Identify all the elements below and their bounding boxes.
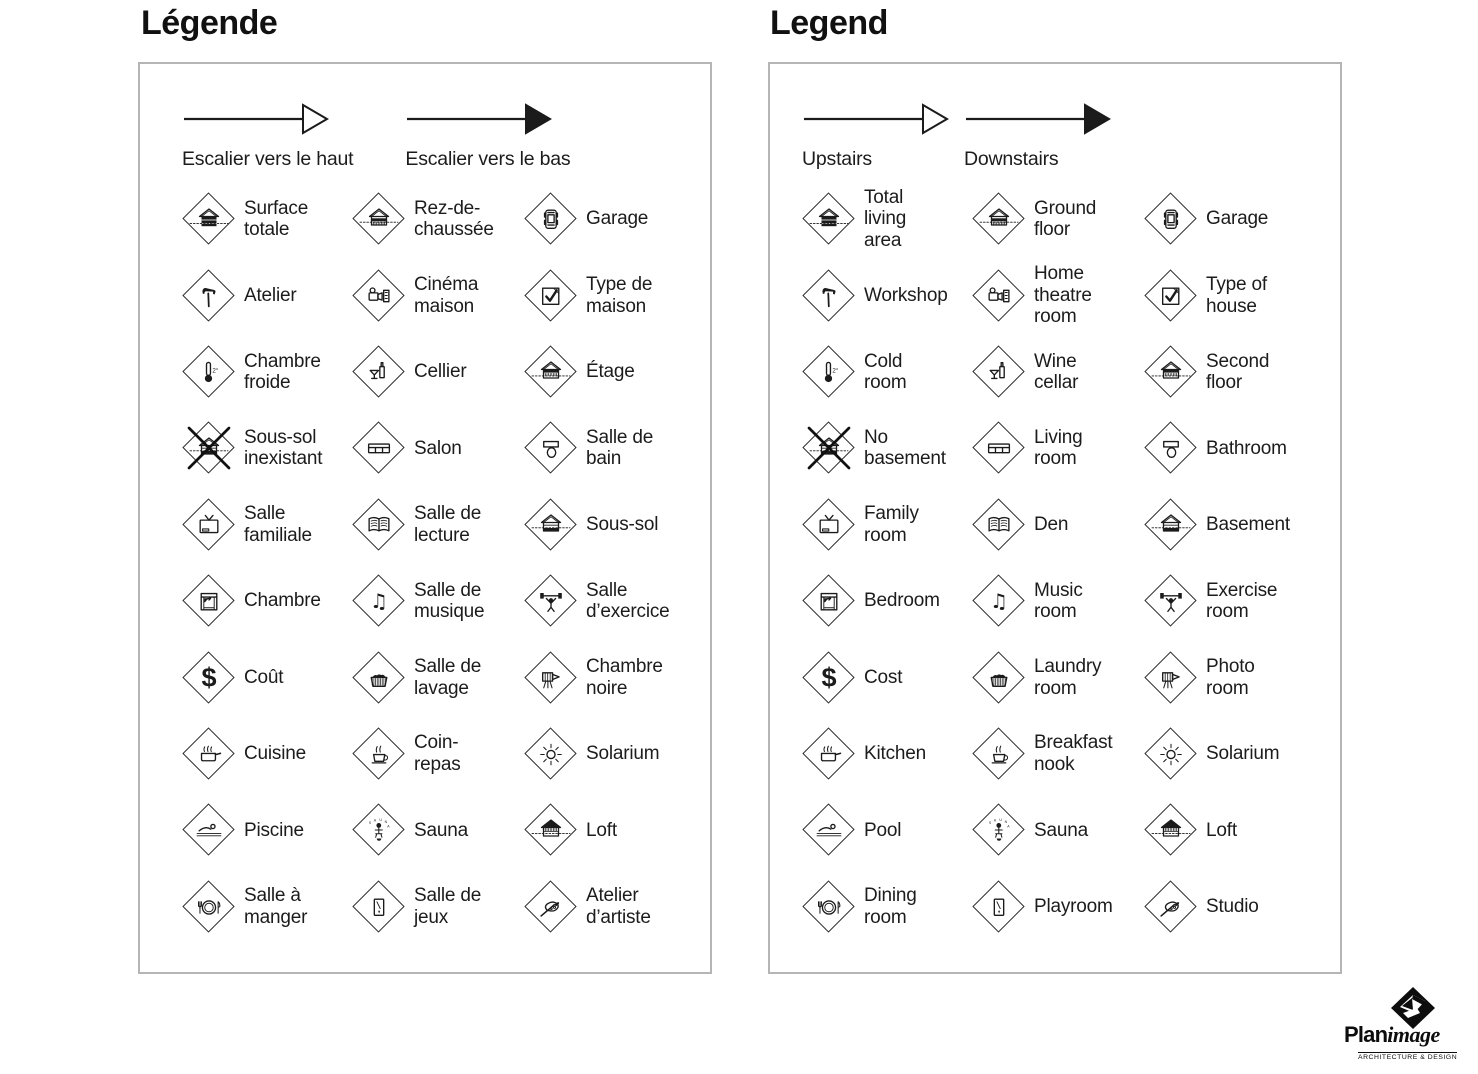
legend-title-french: Légende xyxy=(141,4,278,42)
stairs-down-arrow-icon xyxy=(964,99,1112,144)
cold-room-thermometer-icon xyxy=(816,358,843,385)
music-notes-icon: ♫ xyxy=(370,589,388,614)
legend-icon-wrap xyxy=(182,880,236,934)
legend-item xyxy=(524,803,710,857)
legend-icon-wrap xyxy=(972,651,1026,705)
photo-camera-icon xyxy=(1158,664,1185,691)
legend-icon-wrap xyxy=(1144,345,1198,399)
laundry-basket-icon xyxy=(986,664,1013,691)
legend-item xyxy=(1144,192,1340,246)
living-room-sofa-icon xyxy=(986,435,1013,462)
legend-icon-wrap xyxy=(1144,880,1198,934)
svg-text:A: A xyxy=(1007,824,1010,829)
legend-icon-wrap xyxy=(972,498,1026,552)
legend-icon-wrap xyxy=(352,192,406,246)
logo-brand xyxy=(1344,1024,1470,1046)
studio-palette-icon xyxy=(538,893,565,920)
solarium-sun-icon xyxy=(538,740,565,767)
legend-item-label: Total living area xyxy=(864,186,907,251)
legend-item-label: Salle de lavage xyxy=(414,656,482,699)
legend-item xyxy=(182,269,352,323)
legend-item xyxy=(1144,803,1340,857)
legend-item-label: Salle de lecture xyxy=(414,503,482,546)
legend-icon-wrap xyxy=(182,345,236,399)
legend-icon-wrap xyxy=(352,345,406,399)
photo-camera-icon xyxy=(538,664,565,691)
legend-icon-wrap xyxy=(1144,269,1198,323)
legend-item-label: Atelier d’artiste xyxy=(586,885,651,928)
legend-icon-wrap xyxy=(524,880,578,934)
legend-item-label: Living room xyxy=(1034,426,1083,470)
legend-icon-wrap xyxy=(352,651,406,705)
wine-cellar-icon xyxy=(986,358,1013,385)
legend-item xyxy=(802,727,972,781)
legend-icon-wrap xyxy=(524,498,578,552)
legend-item-label: Salle de musique xyxy=(414,579,485,623)
svg-text:A: A xyxy=(387,824,390,829)
legend-item-label: Salle familiale xyxy=(244,503,312,546)
svg-text:U: U xyxy=(999,818,1002,823)
legend-icon-wrap xyxy=(524,269,578,323)
legend-item-label: Kitchen xyxy=(864,743,926,765)
legend-item-label: Chambre xyxy=(244,590,321,612)
legend-item-label: Salle d’exercice xyxy=(586,579,670,623)
legend-item-label: Pool xyxy=(864,819,902,841)
legend-icon-wrap xyxy=(1144,651,1198,705)
living-room-sofa-icon xyxy=(366,435,393,462)
legend-item-label: Salle de bain xyxy=(586,426,654,470)
legend-icon-wrap xyxy=(1144,803,1198,857)
svg-text:N: N xyxy=(384,820,388,825)
logo-brand-image: image xyxy=(1387,1022,1440,1047)
legend-icon-wrap xyxy=(1144,727,1198,781)
legend-icon-wrap xyxy=(972,269,1026,323)
legend-item xyxy=(524,421,710,475)
legend-item-label: No basement xyxy=(864,426,946,470)
legend-icon-wrap xyxy=(802,498,856,552)
legend-icon-wrap xyxy=(182,651,236,705)
legend-item-label: Sauna xyxy=(1034,819,1088,841)
legend-item xyxy=(352,727,524,781)
kitchen-pot-icon xyxy=(196,740,223,767)
dining-plate-icon xyxy=(196,893,223,920)
legend-item xyxy=(352,574,524,628)
legend-item-label: Étage xyxy=(586,361,635,383)
legend-icon-wrap xyxy=(182,803,236,857)
crossed-out-x-icon xyxy=(802,421,856,480)
breakfast-cup-icon xyxy=(366,740,393,767)
legend-item xyxy=(524,651,710,705)
bedroom-window-icon xyxy=(196,588,223,615)
stairs-label: Upstairs xyxy=(802,148,872,170)
legend-icon-wrap xyxy=(182,192,236,246)
total-living-area-icon xyxy=(809,206,849,233)
legend-item-label: Cellier xyxy=(414,361,467,383)
legend-item-label: Type de maison xyxy=(586,274,653,317)
loft-icon xyxy=(1151,817,1191,844)
legend-item xyxy=(182,727,352,781)
wine-cellar-icon xyxy=(366,358,393,385)
legend-icon-wrap xyxy=(802,574,856,628)
cold-room-thermometer-icon xyxy=(196,358,223,385)
legend-item-label: Exercise room xyxy=(1206,579,1278,623)
legend-item-label: Salle de jeux xyxy=(414,885,482,928)
svg-text:S: S xyxy=(368,821,372,826)
legend-icon-wrap xyxy=(972,727,1026,781)
legend-item xyxy=(182,498,352,552)
legend-item xyxy=(802,421,972,475)
legend-item xyxy=(972,498,1144,552)
home-theatre-projector-icon xyxy=(366,282,393,309)
bathroom-toilet-icon xyxy=(1158,435,1185,462)
den-book-icon xyxy=(366,511,393,538)
workshop-hammer-icon xyxy=(196,282,223,309)
workshop-hammer-icon xyxy=(816,282,843,309)
legend-icon-wrap xyxy=(802,651,856,705)
legend-item-label: Playroom xyxy=(1034,895,1113,917)
legend-icon-wrap xyxy=(802,880,856,934)
legend-item xyxy=(972,727,1144,781)
total-living-area-icon xyxy=(189,206,229,233)
legend-icon-wrap xyxy=(972,192,1026,246)
legend-icon-wrap xyxy=(524,651,578,705)
legend-icon-wrap xyxy=(524,727,578,781)
basement-icon xyxy=(1151,511,1191,538)
legend-item xyxy=(802,880,972,934)
stairs-legend-entry xyxy=(182,99,353,171)
stairs-up-arrow-icon xyxy=(802,99,950,144)
legend-icon-wrap xyxy=(352,803,406,857)
legend-icon-wrap xyxy=(352,498,406,552)
legend-item-label: Laundry room xyxy=(1034,656,1102,699)
legend-icon-wrap xyxy=(182,727,236,781)
stairs-label: Escalier vers le haut xyxy=(182,148,354,170)
legend-panel-french xyxy=(138,62,712,974)
legend-item xyxy=(1144,498,1340,552)
legend-item-label: Photo room xyxy=(1206,656,1255,699)
solarium-sun-icon xyxy=(1158,740,1185,767)
legend-item-label: Second floor xyxy=(1206,350,1270,393)
legend-item-label: Basement xyxy=(1206,514,1290,536)
legend-icon-wrap xyxy=(1144,498,1198,552)
crossed-out-x-icon xyxy=(182,421,236,480)
legend-icon-wrap xyxy=(802,803,856,857)
legend-item xyxy=(972,803,1144,857)
ground-floor-icon xyxy=(979,206,1019,233)
legend-item xyxy=(1144,880,1340,934)
legend-item-label: Studio xyxy=(1206,895,1259,917)
breakfast-cup-icon xyxy=(986,740,1013,767)
sauna-person-icon xyxy=(986,817,1013,844)
cost-dollar-icon: $ xyxy=(201,662,217,693)
legend-item-label: Cost xyxy=(864,666,903,688)
den-book-icon xyxy=(986,511,1013,538)
legend-item xyxy=(524,574,710,628)
legend-title-english: Legend xyxy=(770,4,888,42)
legend-item xyxy=(182,345,352,399)
legend-icon-wrap xyxy=(352,269,406,323)
legend-item xyxy=(802,651,972,705)
exercise-barbell-icon xyxy=(538,588,565,615)
legend-icon-wrap xyxy=(524,421,578,475)
legend-item xyxy=(972,263,1144,327)
legend-item-label: Type of house xyxy=(1206,274,1267,317)
legend-item xyxy=(182,651,352,705)
legend-item-label: Surface totale xyxy=(244,197,309,241)
legend-icon-wrap xyxy=(352,727,406,781)
stairs-legend-row xyxy=(770,99,1340,171)
legend-item-label: Sous-sol inexistant xyxy=(244,426,323,470)
second-floor-icon xyxy=(1151,358,1191,385)
legend-icon-wrap xyxy=(972,880,1026,934)
legend-icon-wrap xyxy=(972,574,1026,628)
legend-item xyxy=(524,345,710,399)
legend-icon-wrap xyxy=(352,421,406,475)
legend-item-label: Garage xyxy=(586,208,649,230)
legend-item xyxy=(182,192,352,246)
legend-item-label: Rez-de-chaussée xyxy=(414,197,494,241)
legend-item xyxy=(802,574,972,628)
type-of-house-check-icon xyxy=(1158,282,1185,309)
kitchen-pot-icon xyxy=(816,740,843,767)
stairs-up-arrow-icon xyxy=(182,99,330,144)
stairs-down-arrow-icon xyxy=(405,99,553,144)
bedroom-window-icon xyxy=(816,588,843,615)
basement-icon xyxy=(531,511,571,538)
logo-tagline: ARCHITECTURE & DESIGN xyxy=(1358,1054,1458,1061)
music-notes-icon: ♫ xyxy=(990,589,1008,614)
legend-item xyxy=(802,345,972,399)
stairs-legend-entry xyxy=(405,99,570,171)
legend-item-label: Atelier xyxy=(244,284,297,306)
legend-item xyxy=(524,269,710,323)
legend-item xyxy=(1144,421,1340,475)
legend-items-grid xyxy=(770,181,1340,945)
legend-icon-wrap xyxy=(972,421,1026,475)
legend-icon-wrap xyxy=(352,880,406,934)
bathroom-toilet-icon xyxy=(538,435,565,462)
legend-item-label: Chambre noire xyxy=(586,656,663,699)
legend-item xyxy=(802,498,972,552)
legend-icon-wrap xyxy=(802,192,856,246)
studio-palette-icon xyxy=(1158,893,1185,920)
legend-icon-wrap xyxy=(524,345,578,399)
stairs-label: Downstairs xyxy=(964,148,1059,170)
svg-text:2°: 2° xyxy=(212,367,219,375)
legend-item xyxy=(352,803,524,857)
legend-icon-wrap xyxy=(182,269,236,323)
laundry-basket-icon xyxy=(366,664,393,691)
dining-plate-icon xyxy=(816,893,843,920)
legend-item-label: Workshop xyxy=(864,284,948,306)
legend-item-label: Coût xyxy=(244,666,284,688)
legend-icon-wrap xyxy=(182,574,236,628)
legend-item xyxy=(352,345,524,399)
stairs-legend-entry xyxy=(802,99,950,171)
pool-swimmer-icon xyxy=(816,817,843,844)
legend-item-label: Music room xyxy=(1034,579,1083,623)
legend-icon-wrap xyxy=(972,345,1026,399)
legend-item-label: Salle à manger xyxy=(244,885,308,928)
cost-dollar-icon: $ xyxy=(821,662,837,693)
legend-item-label: Cinéma maison xyxy=(414,274,479,317)
legend-icon-wrap xyxy=(524,803,578,857)
svg-text:2°: 2° xyxy=(832,367,839,375)
legend-item xyxy=(524,498,710,552)
legend-items-grid xyxy=(140,181,710,945)
svg-text:A: A xyxy=(993,818,997,823)
legend-item-label: Piscine xyxy=(244,819,304,841)
legend-item xyxy=(802,803,972,857)
legend-item xyxy=(972,651,1144,705)
playroom-icon xyxy=(986,893,1013,920)
legend-item-label: Solarium xyxy=(1206,743,1280,765)
legend-item xyxy=(1144,651,1340,705)
legend-icon-wrap xyxy=(802,727,856,781)
legend-icon-wrap xyxy=(802,421,856,475)
legend-item-label: Coin-repas xyxy=(414,732,461,775)
legend-item xyxy=(352,651,524,705)
legend-item xyxy=(524,880,710,934)
legend-item xyxy=(182,421,352,475)
legend-item-label: Loft xyxy=(586,819,617,841)
legend-item-label: Den xyxy=(1034,514,1069,536)
legend-item xyxy=(524,727,710,781)
family-room-tv-icon xyxy=(196,511,223,538)
ground-floor-icon xyxy=(359,206,399,233)
svg-text:A: A xyxy=(373,818,377,823)
planimage-logo xyxy=(1344,986,1470,1064)
legend-item-label: Salon xyxy=(414,437,462,459)
legend-icon-wrap xyxy=(524,574,578,628)
legend-item-label: Bedroom xyxy=(864,590,940,612)
svg-text:U: U xyxy=(379,818,382,823)
legend-item-label: Solarium xyxy=(586,743,660,765)
home-theatre-projector-icon xyxy=(986,282,1013,309)
legend-icon-wrap xyxy=(972,803,1026,857)
legend-item xyxy=(972,880,1144,934)
legend-item xyxy=(1144,269,1340,323)
legend-item-label: Chambre froide xyxy=(244,350,321,393)
garage-car-icon xyxy=(538,206,565,233)
logo-brand-plan: Plan xyxy=(1344,1022,1388,1047)
legend-item xyxy=(972,421,1144,475)
legend-icon-wrap xyxy=(802,269,856,323)
sauna-person-icon xyxy=(366,817,393,844)
legend-item xyxy=(1144,345,1340,399)
legend-item xyxy=(524,192,710,246)
legend-item-label: Breakfast nook xyxy=(1034,732,1113,775)
legend-item-label: Dining room xyxy=(864,885,917,928)
legend-icon-wrap xyxy=(1144,421,1198,475)
legend-item-label: Ground floor xyxy=(1034,197,1097,241)
legend-item-label: Sous-sol xyxy=(586,514,659,536)
legend-item xyxy=(1144,574,1340,628)
legend-item xyxy=(802,269,972,323)
legend-item-label: Loft xyxy=(1206,819,1237,841)
legend-panel-english xyxy=(768,62,1342,974)
exercise-barbell-icon xyxy=(1158,588,1185,615)
pool-swimmer-icon xyxy=(196,817,223,844)
legend-icon-wrap xyxy=(1144,192,1198,246)
legend-item-label: Sauna xyxy=(414,819,468,841)
loft-icon xyxy=(531,817,571,844)
stairs-legend-row xyxy=(140,99,710,171)
legend-icon-wrap xyxy=(182,498,236,552)
legend-item xyxy=(182,880,352,934)
legend-item xyxy=(972,574,1144,628)
playroom-icon xyxy=(366,893,393,920)
stairs-label: Escalier vers le bas xyxy=(405,148,571,170)
legend-item-label: Home theatre room xyxy=(1034,263,1092,328)
legend-icon-wrap xyxy=(524,192,578,246)
type-of-house-check-icon xyxy=(538,282,565,309)
second-floor-icon xyxy=(531,358,571,385)
legend-icon-wrap xyxy=(182,421,236,475)
legend-item-label: Wine cellar xyxy=(1034,350,1079,393)
legend-item xyxy=(352,498,524,552)
legend-item xyxy=(802,187,972,251)
legend-item xyxy=(972,345,1144,399)
legend-item xyxy=(182,574,352,628)
legend-item-label: Garage xyxy=(1206,208,1269,230)
legend-item xyxy=(352,269,524,323)
family-room-tv-icon xyxy=(816,511,843,538)
legend-item xyxy=(972,192,1144,246)
legend-item-label: Cuisine xyxy=(244,743,306,765)
svg-text:N: N xyxy=(1004,820,1008,825)
legend-item xyxy=(352,421,524,475)
legend-item-label: Family room xyxy=(864,503,919,546)
legend-item xyxy=(182,803,352,857)
legend-item xyxy=(1144,727,1340,781)
legend-item xyxy=(352,192,524,246)
stairs-legend-entry xyxy=(964,99,1112,171)
legend-item-label: Cold room xyxy=(864,350,907,393)
svg-text:S: S xyxy=(988,821,992,826)
legend-icon-wrap xyxy=(802,345,856,399)
legend-icon-wrap xyxy=(1144,574,1198,628)
legend-item xyxy=(352,880,524,934)
legend-item-label: Bathroom xyxy=(1206,437,1287,459)
legend-icon-wrap xyxy=(352,574,406,628)
garage-car-icon xyxy=(1158,206,1185,233)
